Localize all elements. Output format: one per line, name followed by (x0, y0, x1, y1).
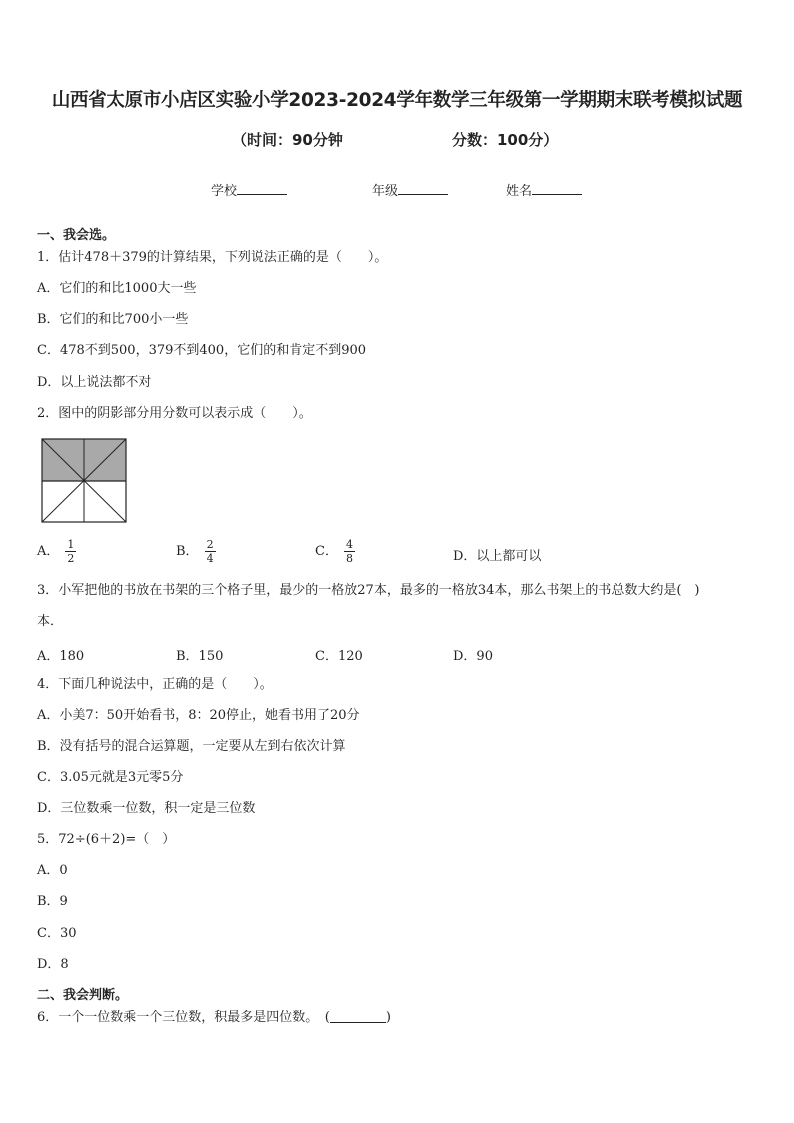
question-2-option-a: A． $\frac{1}{2}$ (37, 538, 75, 565)
fraction-two-quarters: $\frac{2}{4}$ (206, 538, 214, 565)
section-1-title: 一、我会选。 (37, 228, 116, 243)
question-5-option-c: C．30 (37, 926, 77, 941)
question-3-option-c: C．120 (315, 649, 363, 664)
section-2-title: 二、我会判断。 (37, 988, 129, 1003)
exam-time: （时间：90分钟 (232, 131, 343, 149)
question-4-option-c: C．3.05元就是3元零5分 (37, 770, 184, 785)
question-1-stem: 1．估计478＋379的计算结果，下列说法正确的是（ ）。 (37, 250, 388, 265)
question-2-stem: 2．图中的阴影部分用分数可以表示成（ ）。 (37, 406, 312, 421)
question-3-option-a: A．180 (37, 649, 85, 664)
question-5-stem: 5．72÷(6＋2)=（ ） (37, 832, 176, 847)
question-5-option-a: A．0 (37, 863, 68, 878)
question-3-stem-line1: 3．小军把他的书放在书架的三个格子里，最少的一格放27本，最多的一格放34本，那么书架上的书总数大约是( ) (37, 583, 700, 598)
grade-blank[interactable] (398, 182, 448, 195)
question-2-option-c: C． $\frac{4}{8}$ (315, 538, 353, 565)
question-3-stem-line2: 本． (37, 614, 64, 629)
fraction-four-eighths: $\frac{4}{8}$ (345, 538, 353, 565)
question-3-option-b: B．150 (176, 649, 224, 664)
shaded-square-figure (41, 438, 128, 524)
exam-title: 山西省太原市小店区实验小学2023-2024学年数学三年级第一学期期末联考模拟试题 (51, 90, 743, 111)
school-blank[interactable] (237, 182, 287, 195)
grade-field[interactable] (372, 180, 448, 199)
question-6-close: ) (385, 1010, 391, 1025)
school-field[interactable] (211, 180, 287, 199)
question-3-option-d: D．90 (453, 649, 493, 664)
question-6-stem: 6．一个一位数乘一个三位数，积最多是四位数。 ( (37, 1010, 330, 1025)
question-4-option-a: A．小美7：50开始看书，8：20停止，她看书用了20分 (37, 708, 360, 723)
name-label: 姓名 (506, 184, 533, 199)
grade-label: 年级 (372, 184, 399, 199)
question-5-option-d: D．8 (37, 957, 69, 972)
school-label: 学校 (211, 184, 238, 199)
name-field[interactable] (506, 180, 582, 199)
fraction-one-half: $\frac{1}{2}$ (67, 538, 75, 565)
question-4-option-b: B．没有括号的混合运算题，一定要从左到右依次计算 (37, 739, 346, 754)
question-1-option-d: D．以上说法都不对 (37, 375, 152, 390)
exam-score: 分数：100分） (452, 131, 559, 149)
question-2-option-d: D．以上都可以 (453, 549, 542, 564)
question-1-option-b: B．它们的和比700小一些 (37, 312, 189, 327)
question-4-option-d: D．三位数乘一位数，积一定是三位数 (37, 801, 256, 816)
question-6 (37, 1009, 391, 1027)
name-blank[interactable] (532, 182, 582, 195)
question-5-option-b: B．9 (37, 894, 68, 909)
question-1-option-a: A．它们的和比1000大一些 (37, 281, 197, 296)
question-4-stem: 4．下面几种说法中，正确的是（ ）。 (37, 677, 273, 692)
question-1-option-c: C．478不到500，379不到400，它们的和肯定不到900 (37, 343, 367, 358)
question-6-answer-blank[interactable] (330, 1009, 386, 1023)
question-2-option-b: B． $\frac{2}{4}$ (176, 538, 214, 565)
